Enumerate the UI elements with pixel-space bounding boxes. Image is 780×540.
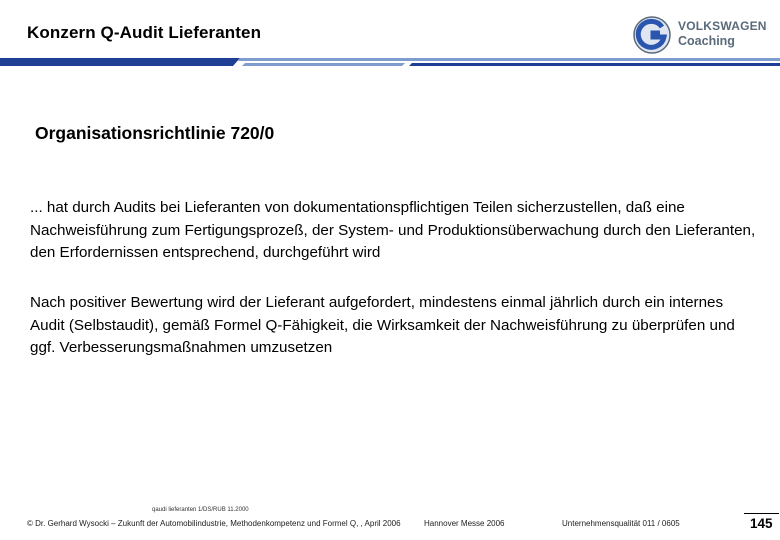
paragraph-self-audit: Nach positiver Bewertung wird der Lieferant aufgefordert, mindestens einmal jährlich durch ein internes Audit (Selbstaudit), gemäß Formel Q-Fähigkeit, die Wirksamkeit der Nachweisführung zu überprüfen und ggf. Verbesserungsmaßnahmen umzusetzen <box>30 294 735 356</box>
footer-event: Hannover Messe 2006 <box>424 519 505 528</box>
section-title: Organisationsrichtlinie 720/0 <box>35 123 275 143</box>
page-number-rule <box>744 513 779 514</box>
logo-line-coaching: Coaching <box>678 34 735 48</box>
page-title: Konzern Q-Audit Lieferanten <box>27 23 262 42</box>
header-divider-bar <box>0 58 780 68</box>
footer-doc-ref: Unternehmensqualität 011 / 0605 <box>562 519 680 528</box>
paragraph-audit-requirement: ... hat durch Audits bei Lieferanten von dokumentationspflichtigen Teilen sicherzustellen, daß eine Nachweisführung zum Fertigungsprozeß, der System- und Produktionsüberwachung durch den Lieferanten, den Erfordernissen entsprechend, durchgeführt wird <box>30 199 756 261</box>
document-reference: qaudi lieferanten 1/DS/RUB 11.2000 <box>152 507 249 513</box>
page-number: 145 <box>750 516 773 531</box>
vw-coaching-logo <box>632 15 772 55</box>
logo-text <box>678 19 767 49</box>
vw-coaching-logo-icon <box>632 15 672 55</box>
logo-line-volkswagen: VOLKSWAGEN <box>678 19 767 33</box>
footer-copyright: © Dr. Gerhard Wysocki – Zukunft der Automobilindustrie, Methodenkompetenz und Formel Q, , April 2006 <box>27 519 401 528</box>
